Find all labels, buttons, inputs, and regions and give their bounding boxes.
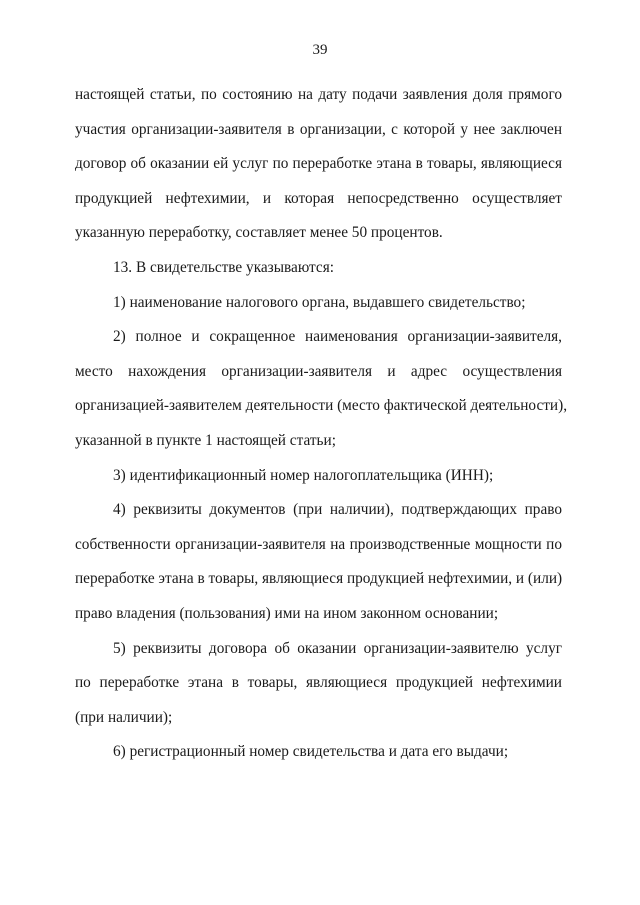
text-line: собственности организации-заявителя на производственные мощности по	[75, 535, 562, 553]
text-line: продукцией нефтехимии, и которая непосредственно осуществляет	[75, 189, 562, 207]
text-line: 3) идентификационный номер налогоплательщика (ИНН);	[113, 466, 494, 484]
text-line: указанную переработку, составляет менее 50 процентов.	[75, 224, 443, 242]
text-line: переработке этана в товары, являющиеся продукцией нефтехимии, и (или)	[75, 570, 563, 588]
text-line: место нахождения организации-заявителя и адрес осуществления	[75, 362, 562, 380]
text-line: указанной в пункте 1 настоящей статьи;	[75, 431, 336, 449]
paragraph-item-13	[75, 251, 562, 286]
list-item-4	[75, 493, 562, 631]
text-line: 6) регистрационный номер свидетельства и дата его выдачи;	[113, 743, 509, 761]
list-item-1	[75, 286, 562, 321]
paragraph-continuation	[75, 78, 562, 251]
text-line: право владения (пользования) ими на ином законном основании;	[75, 604, 499, 622]
list-item-2	[75, 320, 568, 458]
list-item-6	[75, 735, 562, 770]
text-line: договор об оказании ей услуг по переработке этана в товары, являющиеся	[75, 155, 562, 173]
text-line: организацией-заявителем деятельности (место фактической деятельности),	[75, 397, 568, 415]
text-line: настоящей статьи, по состоянию на дату подачи заявления доля прямого	[75, 86, 562, 103]
text-line: 13. В свидетельстве указываются:	[113, 258, 334, 276]
text-line: 1) наименование налогового органа, выдавшего свидетельство;	[113, 293, 526, 311]
list-item-3	[75, 459, 562, 494]
text-line: 2) полное и сокращенное наименования организации-заявителя,	[113, 328, 562, 346]
list-item-5	[75, 632, 562, 736]
document-body	[75, 78, 568, 770]
text-line: участия организации-заявителя в организации, с которой у нее заключен	[75, 120, 562, 138]
text-line: по переработке этана в товары, являющиеся продукцией нефтехимии	[75, 674, 562, 692]
text-line: 5) реквизиты договора об оказании организации-заявителю услуг	[113, 639, 562, 657]
page-number: 39	[312, 42, 328, 58]
text-line: 4) реквизиты документов (при наличии), подтверждающих право	[113, 501, 562, 519]
text-line: (при наличии);	[75, 708, 173, 726]
